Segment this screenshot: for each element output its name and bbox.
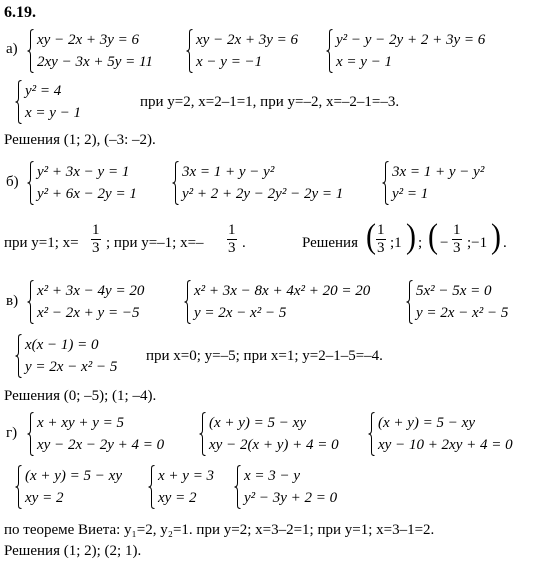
brace-icon — [27, 412, 34, 456]
part-a-label: а) — [6, 41, 18, 57]
part-b-text-1: при y=1; x= — [4, 235, 79, 251]
part-g-system-5 — [148, 465, 214, 509]
brace-icon — [15, 465, 22, 509]
equation: x + xy + y = 5 — [37, 415, 124, 431]
separator: ; — [418, 235, 423, 251]
brace-icon — [368, 412, 375, 456]
part-a-system-4 — [15, 80, 81, 124]
brace-icon — [27, 161, 34, 205]
brace-icon — [382, 161, 389, 205]
equation: 5x² − 5x = 0 — [416, 283, 492, 299]
part-b-text-2: ; при y=–1; x=– — [106, 235, 204, 251]
part-g-answer: Решения (1; 2); (2; 1). — [4, 543, 142, 559]
part-v-system-3 — [406, 280, 508, 324]
solution-rest: ;1 — [390, 235, 402, 251]
fraction: $\frac{1}{3}$ — [92, 222, 100, 256]
equation: y² + 2 + 2y − 2y² − 2y = 1 — [182, 186, 344, 202]
equation: x = y − 1 — [25, 105, 82, 121]
part-v-label: в) — [6, 293, 19, 309]
equation: y² = 4 — [25, 83, 62, 99]
part-a-system-3 — [326, 29, 485, 73]
part-a-system-1 — [27, 29, 153, 73]
equation: y² + 3x − y = 1 — [37, 164, 130, 180]
fraction: $\frac{1}{3}$ — [228, 222, 236, 256]
equation: xy − 2x + 3y = 6 — [37, 32, 139, 48]
solution-rest: ;−1 — [467, 235, 488, 251]
equation: x² − 2x + y = −5 — [37, 305, 140, 321]
equation: 2xy − 3x + 5y = 11 — [37, 54, 153, 70]
equation: x² + 3x − 8x + 4x² + 20 = 20 — [194, 283, 371, 299]
equation: y = 2x − x² − 5 — [416, 305, 509, 321]
part-v-roots: при x=0; y=–5; при x=1; y=2–1–5=–4. — [146, 348, 383, 364]
part-v-system-2 — [184, 280, 370, 324]
part-v-answer: Решения (0; –5); (1; –4). — [4, 388, 157, 404]
equation: xy − 2(x + y) + 4 = 0 — [209, 437, 339, 453]
equation: y² − 3y + 2 = 0 — [244, 490, 338, 506]
part-b-label: б) — [6, 174, 19, 190]
equation: xy − 10 + 2xy + 4 = 0 — [378, 437, 513, 453]
part-b-system-1 — [27, 161, 137, 205]
part-a-roots: при y=2, x=2–1=1, при y=–2, x=–2–1=–3. — [140, 94, 400, 110]
equation: x² + 3x − 4y = 20 — [37, 283, 145, 299]
part-b-system-3 — [382, 161, 484, 205]
equation: xy − 2x + 3y = 6 — [196, 32, 298, 48]
equation: 3x = 1 + y − y² — [392, 164, 485, 180]
brace-icon — [406, 280, 413, 324]
equation: x = y − 1 — [336, 54, 393, 70]
brace-icon — [15, 80, 22, 124]
equation: (x + y) = 5 − xy — [209, 415, 306, 431]
brace-icon — [186, 29, 193, 73]
right-paren: ) — [406, 217, 416, 256]
equation: x − y = −1 — [196, 54, 263, 70]
part-b-answer-word: Решения — [302, 235, 358, 251]
equation: x + y = 3 — [158, 468, 215, 484]
equation: (x + y) = 5 − xy — [25, 468, 122, 484]
brace-icon — [326, 29, 333, 73]
equation: y² = 1 — [392, 186, 429, 202]
problem-number: 6.19. — [4, 4, 36, 21]
part-b-system-2 — [172, 161, 343, 205]
equation: xy = 2 — [25, 490, 64, 506]
part-b-text-3: . — [242, 235, 246, 251]
equation: xy = 2 — [158, 490, 197, 506]
part-g-label: г) — [6, 425, 18, 441]
part-a-system-2 — [186, 29, 298, 73]
fraction: $\frac{1}{3}$ — [377, 222, 385, 256]
part-v-system-1 — [27, 280, 144, 324]
part-v-system-4 — [15, 334, 117, 378]
equation: x(x − 1) = 0 — [25, 337, 99, 353]
brace-icon — [148, 465, 155, 509]
part-g-system-4 — [15, 465, 122, 509]
part-a-answer: Решения (1; 2), (–3: –2). — [4, 132, 156, 148]
brace-icon — [184, 280, 191, 324]
right-paren: ) — [491, 217, 501, 256]
brace-icon — [27, 29, 34, 73]
part-g-system-2 — [199, 412, 339, 456]
equation: y = 2x − x² − 5 — [194, 305, 287, 321]
minus-sign: − — [440, 235, 449, 251]
part-g-system-6 — [234, 465, 337, 509]
left-paren: ( — [366, 217, 376, 256]
equation: y = 2x − x² − 5 — [25, 359, 118, 375]
brace-icon — [172, 161, 179, 205]
part-g-system-3 — [368, 412, 513, 456]
equation: xy − 2x − 2y + 4 = 0 — [37, 437, 165, 453]
part-g-vieta: по теореме Виета: y₁=2, y₂=1. при y=2; x=3–2=1; при y=1; x=3–1=2. — [4, 522, 435, 538]
equation: 3x = 1 + y − y² — [182, 164, 275, 180]
brace-icon — [234, 465, 241, 509]
equation: y² − y − 2y + 2 + 3y = 6 — [336, 32, 486, 48]
fraction: $\frac{1}{3}$ — [453, 222, 461, 256]
brace-icon — [199, 412, 206, 456]
equation: y² + 6x − 2y = 1 — [37, 186, 137, 202]
left-paren: ( — [428, 217, 438, 256]
part-g-system-1 — [27, 412, 164, 456]
end-period: . — [503, 235, 507, 251]
equation: (x + y) = 5 − xy — [378, 415, 475, 431]
equation: x = 3 − y — [244, 468, 301, 484]
brace-icon — [27, 280, 34, 324]
brace-icon — [15, 334, 22, 378]
